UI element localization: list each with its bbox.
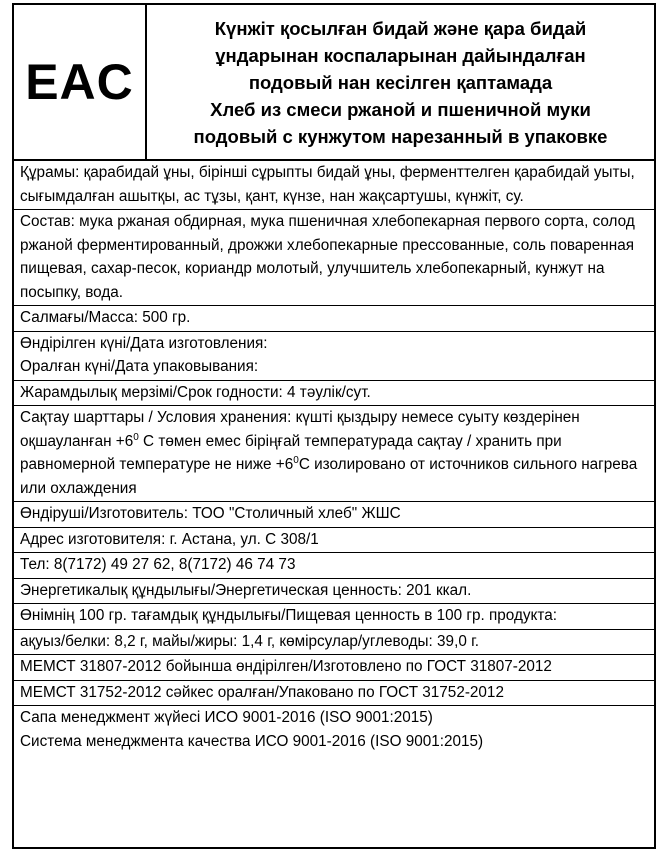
product-title xyxy=(147,5,654,159)
energy-row: Энергетикалық құндылығы/Энергетическая ценность: 201 ккал. xyxy=(14,579,654,605)
standard-packed-row: МЕМСТ 31752-2012 сәйкес оралған/Упаковано по ГОСТ 31752-2012 xyxy=(14,681,654,707)
storage-text-1: Сақтау шарттары / Условия хранения: күшті қыздыру немесе суыту көздерінен оқшауланған +6 xyxy=(20,409,584,450)
mass-row: Салмағы/Масса: 500 гр. xyxy=(14,306,654,332)
title-kz-line-2: ұндарынан коспаларынан дайындалған xyxy=(215,44,586,66)
label-header xyxy=(14,5,654,161)
quality-system-row xyxy=(14,706,654,754)
shelf-life-row: Жарамдылық мерзімі/Срок годности: 4 тәулік/сут. xyxy=(14,381,654,407)
product-label xyxy=(12,3,656,849)
storage-text-2: С төмен емес біріңғай температурада сақтау / хранить при равномерной температуре не ниже +6 xyxy=(20,432,566,473)
title-kz-line-1: Күнжіт қосылған бидай және қара бидай xyxy=(214,17,587,39)
manufacturer-row: Өндіруші/Изготовитель: ТОО "Столичный хлеб" ЖШС xyxy=(14,502,654,528)
standard-manufactured-row: МЕМСТ 31807-2012 бойынша өндірілген/Изготовлено по ГОСТ 31807-2012 xyxy=(14,655,654,681)
nutrition-header-row: Өнімнің 100 гр. тағамдық құндылығы/Пищевая ценность в 100 гр. продукта: xyxy=(14,604,654,630)
manufacture-date: Өндірілген күні/Дата изготовления: xyxy=(20,334,268,352)
eac-mark: EAC xyxy=(25,54,134,110)
storage-text-3: С изолировано от источников сильного нагрева или охлаждения xyxy=(20,456,642,497)
degree-superscript-1: 0 xyxy=(133,431,139,443)
eac-mark-box xyxy=(14,5,147,159)
title-kz-line-3: подовый нан кесілген қаптамада xyxy=(248,71,553,93)
dates-row xyxy=(14,332,654,381)
composition-kz: Құрамы: қарабидай ұны, бірінші сұрыпты бидай ұны, ферменттелген қарабидай уыты, сығымдалған ашытқы, ас тұзы, қант, күнзе, нан жақсартушы, күнжіт, су. xyxy=(14,161,654,210)
composition-ru: Состав: мука ржаная обдирная, мука пшеничная хлебопекарная первого сорта, солод ржаной ферментированный, дрожжи хлебопекарные прессованные, соль поваренная пищевая, сахар-песок, кориандр молотый, улучшитель хлебопекарный, кунжут на посыпку, вода. xyxy=(14,210,654,306)
phone-row: Тел: 8(7172) 49 27 62, 8(7172) 46 74 73 xyxy=(14,553,654,579)
packing-date: Оралған күні/Дата упаковывания: xyxy=(20,358,259,375)
title-ru-line-1: Хлеб из смеси ржаной и пшеничной муки xyxy=(210,98,591,120)
quality-system-ru: Система менеджмента качества ИСО 9001-2016 (ISO 9001:2015) xyxy=(20,732,484,750)
degree-superscript-2: 0 xyxy=(293,454,299,466)
address-row: Адрес изготовителя: г. Астана, ул. С 308/1 xyxy=(14,528,654,554)
storage-conditions-row xyxy=(14,406,654,502)
quality-system-kz: Сапа менеджмент жүйесі ИСО 9001-2016 (ISO 9001:2015) xyxy=(20,709,433,726)
title-ru-line-2: подовый с кунжутом нарезанный в упаковке xyxy=(193,125,608,147)
nutrition-values-row: ақуыз/белки: 8,2 г, майы/жиры: 1,4 г, көмірсулар/углеводы: 39,0 г. xyxy=(14,630,654,656)
